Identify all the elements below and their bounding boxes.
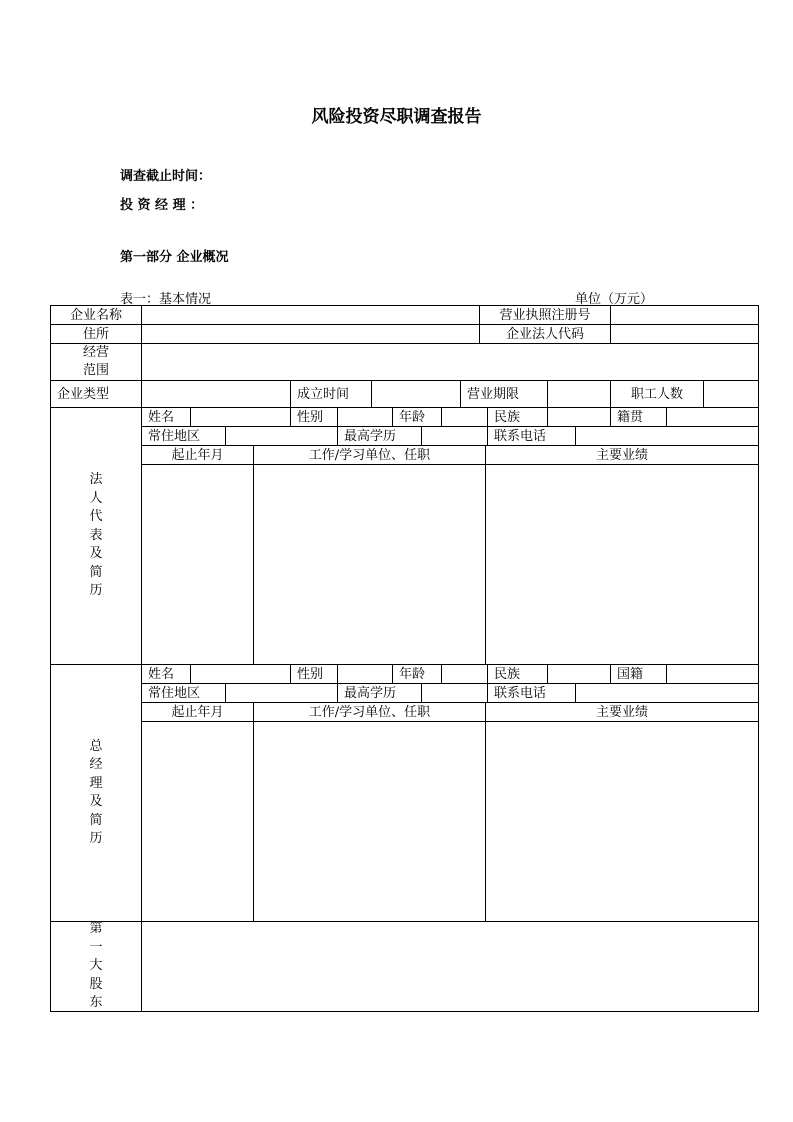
unit-label: 单位（万元） — [575, 292, 654, 307]
legal-rep-name-label — [141, 407, 191, 427]
legal-rep-age-label — [392, 407, 442, 427]
legal-rep-gender-label — [290, 407, 338, 427]
company-type-value[interactable] — [141, 380, 291, 408]
legal-rep-phone-label-text: 联系电话 — [494, 428, 547, 444]
legal-rep-origin-label-text: 籍贯 — [617, 409, 644, 425]
company-name-label-text: 企业名称 — [69, 307, 122, 323]
business-scope-label — [50, 343, 142, 381]
gm-age-label-text: 年龄 — [399, 666, 426, 682]
gm-side-label — [50, 664, 142, 922]
gm-name-value[interactable] — [190, 664, 291, 684]
gm-side-label-text: 总 经 理 及 简 历 — [89, 738, 103, 846]
legal-rep-origin-value[interactable] — [666, 407, 759, 427]
business-scope-label-text: 经营 范围 — [82, 344, 109, 378]
investment-manager-label: 投 资 经 理 ： — [120, 198, 204, 213]
founded-label — [290, 380, 372, 408]
legal-rep-residence-label — [141, 426, 226, 446]
address-label — [50, 324, 142, 344]
gm-period-header-text: 起止年月 — [171, 704, 224, 720]
gm-education-label-text: 最高学历 — [344, 685, 397, 701]
gm-origin-label-text: 国籍 — [617, 666, 644, 682]
company-name-value[interactable] — [141, 305, 480, 325]
gm-achievements-value[interactable] — [485, 721, 759, 922]
gm-education-label — [337, 683, 422, 703]
legal-rep-period-header-text: 起止年月 — [171, 447, 224, 463]
gm-phone-label-text: 联系电话 — [494, 685, 547, 701]
legal-rep-period-value[interactable] — [141, 464, 254, 665]
legal-code-label-text: 企业法人代码 — [505, 326, 584, 342]
legal-rep-period-header — [141, 445, 254, 465]
gm-work-header-text: 工作/学习单位、任职 — [308, 704, 431, 720]
legal-rep-ethnicity-label — [487, 407, 548, 427]
legal-rep-education-value[interactable] — [421, 426, 488, 446]
gm-gender-label-text: 性别 — [297, 666, 324, 682]
gm-gender-label — [290, 664, 338, 684]
legal-rep-gender-label-text: 性别 — [297, 409, 324, 425]
gm-period-value[interactable] — [141, 721, 254, 922]
legal-rep-phone-label — [487, 426, 576, 446]
gm-phone-label — [487, 683, 576, 703]
legal-rep-work-header — [253, 445, 486, 465]
section-heading: 第一部分 企业概况 — [120, 250, 229, 265]
gm-age-label — [392, 664, 442, 684]
staff-label — [610, 380, 704, 408]
term-label — [460, 380, 548, 408]
company-type-label — [50, 380, 142, 408]
legal-rep-achievements-value[interactable] — [485, 464, 759, 665]
founded-value[interactable] — [371, 380, 461, 408]
legal-rep-education-label-text: 最高学历 — [344, 428, 397, 444]
gm-ethnicity-value[interactable] — [547, 664, 611, 684]
gm-education-value[interactable] — [421, 683, 488, 703]
company-type-label-text: 企业类型 — [57, 386, 110, 402]
shareholder-value[interactable] — [141, 921, 759, 1012]
legal-rep-side-label-text: 法 人 代 表 及 简 历 — [89, 472, 103, 599]
legal-rep-education-label — [337, 426, 422, 446]
term-value[interactable] — [547, 380, 611, 408]
legal-rep-ethnicity-value[interactable] — [547, 407, 611, 427]
gm-gender-value[interactable] — [337, 664, 393, 684]
legal-rep-work-header-text: 工作/学习单位、任职 — [308, 447, 431, 463]
shareholder-label-text: 第 一 大 股 东 — [89, 921, 103, 1011]
staff-label-text: 职工人数 — [630, 386, 683, 402]
gm-age-value[interactable] — [441, 664, 488, 684]
legal-rep-age-value[interactable] — [441, 407, 488, 427]
staff-value[interactable] — [703, 380, 759, 408]
legal-rep-name-label-text: 姓名 — [148, 409, 175, 425]
gm-work-header — [253, 702, 486, 722]
gm-origin-value[interactable] — [666, 664, 759, 684]
gm-period-header — [141, 702, 254, 722]
gm-name-label — [141, 664, 191, 684]
gm-residence-value[interactable] — [225, 683, 338, 703]
business-scope-value[interactable] — [141, 343, 759, 381]
legal-code-label — [479, 324, 611, 344]
legal-rep-gender-value[interactable] — [337, 407, 393, 427]
legal-rep-work-value[interactable] — [253, 464, 486, 665]
address-value[interactable] — [141, 324, 480, 344]
license-no-label-text: 营业执照注册号 — [499, 307, 591, 323]
legal-rep-ethnicity-label-text: 民族 — [494, 409, 521, 425]
table-caption: 表一：基本情况 — [120, 292, 212, 307]
legal-rep-residence-label-text: 常住地区 — [148, 428, 201, 444]
legal-rep-side-label — [50, 407, 142, 665]
license-no-label — [479, 305, 611, 325]
company-name-label — [50, 305, 142, 325]
gm-work-value[interactable] — [253, 721, 486, 922]
legal-rep-achievements-header — [485, 445, 759, 465]
gm-residence-label-text: 常住地区 — [148, 685, 201, 701]
license-no-value[interactable] — [610, 305, 759, 325]
gm-ethnicity-label-text: 民族 — [494, 666, 521, 682]
gm-phone-value[interactable] — [575, 683, 759, 703]
address-label-text: 住所 — [82, 326, 109, 342]
gm-ethnicity-label — [487, 664, 548, 684]
legal-code-value[interactable] — [610, 324, 759, 344]
gm-achievements-header — [485, 702, 759, 722]
legal-rep-achievements-header-text: 主要业绩 — [595, 447, 648, 463]
legal-rep-age-label-text: 年龄 — [399, 409, 426, 425]
term-label-text: 营业期限 — [467, 386, 520, 402]
gm-residence-label — [141, 683, 226, 703]
founded-label-text: 成立时间 — [297, 386, 350, 402]
legal-rep-phone-value[interactable] — [575, 426, 759, 446]
legal-rep-name-value[interactable] — [190, 407, 291, 427]
gm-origin-label — [610, 664, 667, 684]
gm-name-label-text: 姓名 — [148, 666, 175, 682]
legal-rep-residence-value[interactable] — [225, 426, 338, 446]
gm-achievements-header-text: 主要业绩 — [595, 704, 648, 720]
document-title: 风险投资尽职调查报告 — [311, 107, 482, 127]
legal-rep-origin-label — [610, 407, 667, 427]
cutoff-time-label: 调查截止时间： — [120, 169, 212, 184]
shareholder-label — [50, 921, 142, 1012]
